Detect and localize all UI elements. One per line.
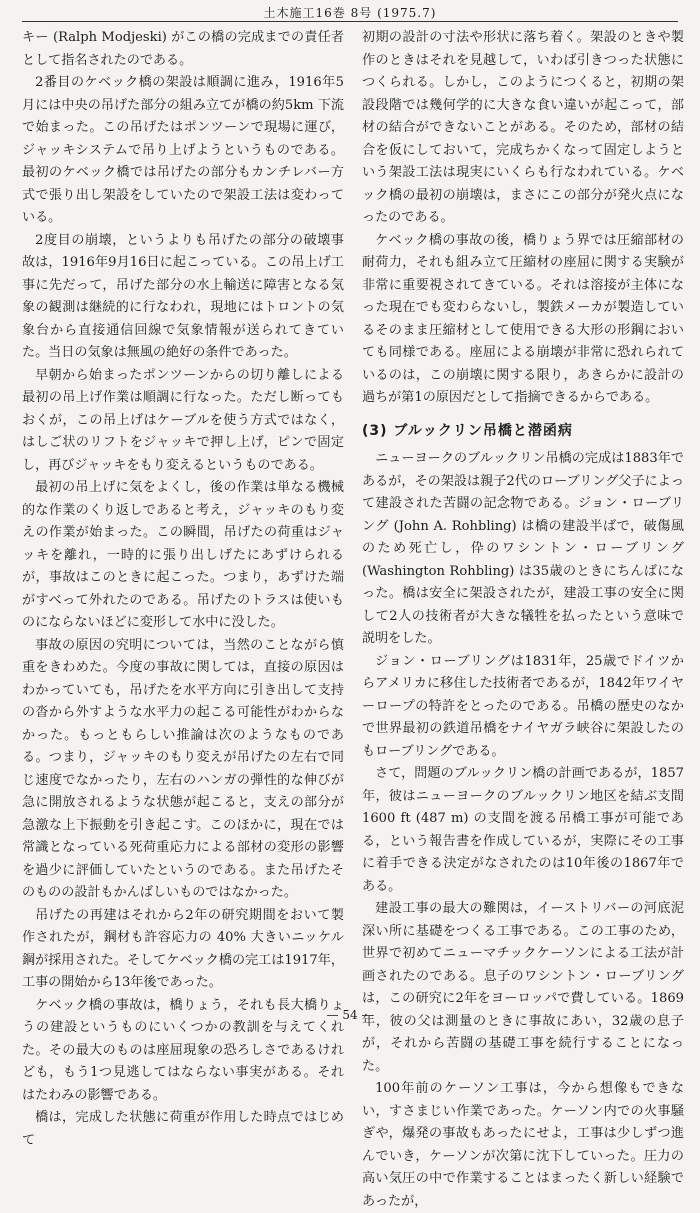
header-rule xyxy=(22,21,678,22)
paragraph: ケベック橋の事故は，橋りょう，それも長大橋りょうの建設というものにいくつかの教訓を与えてくれた。その最大のものは座屈現象の恐ろしさであるけれども，もう1つ見逃してはならない事実がある。それはたわみの影響である。 xyxy=(22,997,344,1103)
paragraph: キー (Ralph Modjeski) がこの橋の完成までの責任者として指名されたのである。 xyxy=(22,30,344,68)
right-column-after xyxy=(362,448,684,1213)
paragraph: 建設工事の最大の難関は，イーストリバーの河底泥深い所に基礎をつくる工事である。この工事のため，世界で初めてニューマチックケーソンによる工法が計画されたのである。息子のワシントン・ローブリングは，この研究に2年をヨーロッパで費している。1869年，彼の父は測量のときに事故にあい，32歳の息子が，それから苦闘の基礎工事を続行することになった。 xyxy=(362,901,684,1074)
page-number: — 54 — xyxy=(326,1008,374,1022)
paragraph: ケベック橋の事故の後，橋りょう界では圧縮部材の耐荷力，それも組み立て圧縮材の座屈に関する実験が非常に重要視されてきている。それは溶接が主体になった現在でも変わらないし，製鉄メーカが製造しているそのまま圧縮材として使用できる大形の形鋼においても同様である。座屈による崩壊が非常に恐れられているのは，この崩壊に関する限り，あきらかに設計の過ちが第1の原因だとして指摘できるからである。 xyxy=(362,232,684,405)
right-column xyxy=(362,27,684,1213)
left-column xyxy=(22,27,344,1152)
paragraph: 2番目のケベック橋の架設は順調に進み，1916年5月には中央の吊げた部分の組み立てが橋の約5km 下流で始まった。この吊げたはポンツーンで現場に運び，ジャッキシステムで吊り上げようというものである。最初のケベック橋では吊げたの部分もカンチレバー方式で張り出し架設をしていたので架設工法は変わっている。 xyxy=(22,75,344,225)
right-column-before xyxy=(362,27,684,410)
paragraph: さて，問題のブルックリン橋の計画であるが，1857年，彼はニューヨークのブルックリン地区を結ぶ支間1600 ft (487 m) の支間を渡る吊橋工事が可能である，という報告書を作成しているが，実際にその工事に着手できる決定がなされたのは10年後の1867年である。 xyxy=(362,766,684,894)
paragraph: 橋は，完成した状態に荷重が作用した時点ではじめて xyxy=(22,1110,344,1148)
section-heading: (3) ブルックリン吊橋と潜函病 xyxy=(362,422,573,439)
paragraph: 事故の原因の究明については，当然のことながら慎重をきわめた。今度の事故に関しては，直接の原因はわかっていても，吊げたを水平方向に引き出して支持の沓から外すような水平力の起こる可能性がわからなかった。もっともらしい推論は次のようなものである。つまり，ジャッキのもり変えが吊げたの左右で同じ速度でなかったり，左右のハンガの弾性的な伸びが急に開放されるような状態が起こると，支えの部分が急激な上下振動を引き起こす。このほかに，現在では常識となっている死荷重応力による部材の変形の影響を過少に評価していたというのである。また吊げたそのものの設計もかんばしいものではなかった。 xyxy=(22,637,344,900)
running-head: 土木施工16巻 8号 (1975.7) xyxy=(263,6,437,20)
paragraph: 早朝から始まったポンツーンからの切り離しによる最初の吊上げ作業は順調に行なった。ただし断ってもおくが，この吊上げはケーブルを使う方式ではなく，はしご状のリフトをジャッキで押し上げ，ピンで固定し，再びジャッキをもり変えるというものである。 xyxy=(22,367,344,473)
paragraph: ニューヨークのブルックリン吊橋の完成は1883年であるが，その架設は親子2代のローブリング父子によって建設された苦闘の記念物である。ジョン・ローブリング (John A. Rohbling) は橋の建設半ばで，破傷風のため死亡し，伜のワシントン・ローブリング (Washington Rohbling) は35歳のときにちんばになった。橋は安全に架設されたが，建設工事の安全に関して2人の技術者が大きな犠牲を払ったという意味で説明をした。 xyxy=(362,451,684,646)
paragraph: 最初の吊上げに気をよくし，後の作業は単なる機械的な作業のくり返しであると考え，ジャッキのもり変えの作業が始まった。この瞬間，吊げたの荷重はジャッキを離れ，一時的に張り出しげたにあずけられるが，事故はこのときに起こった。つまり，あずけた端がすべって外れたのである。吊げたのトラスは使いものにならないほどに変形して水中に没した。 xyxy=(22,480,344,630)
paragraph: 初期の設計の寸法や形状に落ち着く。架設のときや製作のときはそれを見越して，いわば引きつった状態につくられる。しかし，このようにつくると，初期の架設段階では幾何学的に大きな食い違いが起こって，部材の結合ができないことがある。そのため，部材の結合を仮にしておいて，完成ちかくなって固定しようという架設工法は現実にいくらも行なわれている。ケベック橋の最初の崩壊は，まさにこの部分が発火点になったのである。 xyxy=(362,30,684,225)
paragraph: 吊げたの再建はそれから2年の研究期間をおいて製作されたが，鋼材も許容応力の 40% 大きいニッケル鋼が採用された。そしてケベック橋の完工は1917年，工事の開始から13年後であった。 xyxy=(22,907,344,990)
paragraph: ジョン・ローブリングは1831年，25歳でドイツからアメリカに移住した技術者であるが，1842年ワイヤーロープの特許をとったのである。吊橋の歴史のなかで世界最初の鉄道吊橋をナイヤガラ峡谷に架設したのもローブリングである。 xyxy=(362,653,684,759)
paragraph: 2度目の崩壊，というよりも吊げたの部分の破壊事故は，1916年9月16日に起こっている。この吊上げ工事に先だって，吊げた部分の水上輸送に障害となる気象の観測は継続的に行なわれ，現地にはトロントの気象台から直接通信回線で気象情報が送られてきていた。当日の気象は無風の絶好の条件であった。 xyxy=(22,232,344,360)
paragraph: 100年前のケーソン工事は，今から想像もできない，すさまじい作業であった。ケーソン内での火事騒ぎや，爆発の事故もあったにせよ，工事は少しずつ進んでいき，ケーソンが次第に沈下していった。圧力の高い気圧の中で作業することはまったく新しい経験であったが， xyxy=(362,1081,684,1209)
